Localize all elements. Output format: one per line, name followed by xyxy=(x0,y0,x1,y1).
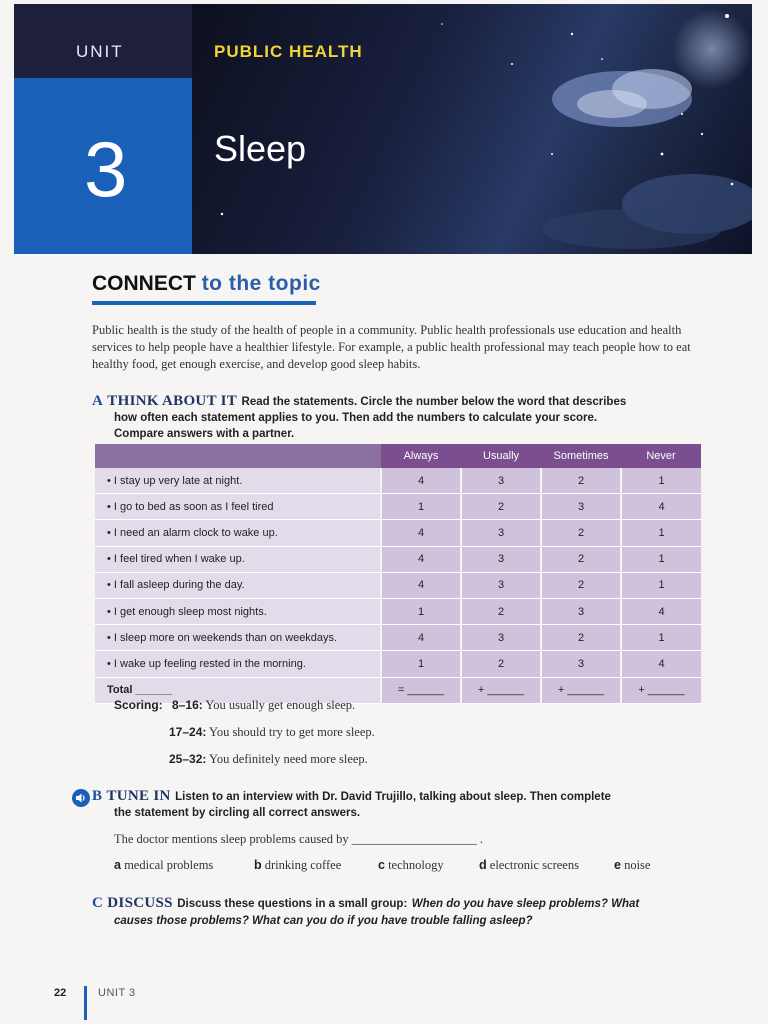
connect-heading-bold: CONNECT xyxy=(92,272,196,295)
score-cell-never[interactable]: 4 xyxy=(621,651,701,677)
answer-option-c[interactable] xyxy=(378,858,444,873)
answer-letter: c xyxy=(378,858,385,872)
intro-paragraph: Public health is the study of the health of people in a community. Public health professionals use education and health services to help people have a healthier lifestyle. For example, a public health professional may teach people how to eat healthy food, get enough exercise, and develop good sleep habits. xyxy=(92,323,691,371)
scoring-range: 25–32: xyxy=(169,752,207,766)
statement-cell: • I fall asleep during the day. xyxy=(95,572,381,598)
table-header-sometimes: Sometimes xyxy=(541,444,621,468)
score-cell-always[interactable]: 1 xyxy=(381,494,461,520)
score-cell-usually[interactable]: 2 xyxy=(461,598,541,624)
statement-cell: • I get enough sleep most nights. xyxy=(95,598,381,624)
activity-a-instruction-cont xyxy=(114,410,674,442)
score-cell-always[interactable]: 4 xyxy=(381,625,461,651)
scoring-text: You usually get enough sleep. xyxy=(205,698,356,712)
activity-b-letter: B xyxy=(92,788,103,804)
table-header-row xyxy=(95,444,701,468)
activity-c-instruction: Discuss these questions in a small group: xyxy=(177,898,408,910)
score-cell-always[interactable]: 4 xyxy=(381,546,461,572)
answer-text: drinking coffee xyxy=(264,858,342,872)
activity-c-heading xyxy=(92,894,692,930)
table-header-never: Never xyxy=(621,444,701,468)
scoring-text: You definitely need more sleep. xyxy=(209,752,368,766)
table-row xyxy=(95,546,701,572)
score-cell-always[interactable]: 1 xyxy=(381,651,461,677)
score-cell-never[interactable]: 4 xyxy=(621,494,701,520)
activity-b-instruction: Listen to an interview with Dr. David Trujillo, talking about sleep. Then complete xyxy=(175,791,611,803)
total-field-usually[interactable]: + ______ xyxy=(461,677,541,703)
subject-label: PUBLIC HEALTH xyxy=(214,42,363,61)
statement-cell: • I stay up very late at night. xyxy=(95,468,381,494)
score-cell-usually[interactable]: 2 xyxy=(461,494,541,520)
scoring-range: 8–16: xyxy=(172,698,203,712)
table-row xyxy=(95,625,701,651)
answer-text: noise xyxy=(624,858,651,872)
table-row xyxy=(95,651,701,677)
scoring-row xyxy=(169,752,368,767)
page-number: 22 xyxy=(54,987,67,999)
connect-heading xyxy=(92,272,321,296)
unit-banner xyxy=(14,4,752,254)
score-cell-sometimes[interactable]: 3 xyxy=(541,651,621,677)
total-field-always[interactable]: = ______ xyxy=(381,677,461,703)
unit-title: Sleep xyxy=(214,128,307,169)
activity-a-instruction: Read the statements. Circle the number below the word that describes xyxy=(241,396,627,408)
score-cell-always[interactable]: 4 xyxy=(381,468,461,494)
score-cell-never[interactable]: 1 xyxy=(621,625,701,651)
table-row xyxy=(95,572,701,598)
footer-divider xyxy=(84,986,87,1020)
statement-cell: • I need an alarm clock to wake up. xyxy=(95,520,381,546)
score-cell-usually[interactable]: 3 xyxy=(461,546,541,572)
score-cell-sometimes[interactable]: 2 xyxy=(541,520,621,546)
score-cell-never[interactable]: 1 xyxy=(621,468,701,494)
activity-a-heading xyxy=(92,392,682,411)
score-cell-never[interactable]: 4 xyxy=(621,598,701,624)
score-cell-never[interactable]: 1 xyxy=(621,572,701,598)
score-cell-never[interactable]: 1 xyxy=(621,546,701,572)
score-cell-never[interactable]: 1 xyxy=(621,520,701,546)
footer-unit-label: UNIT 3 xyxy=(98,987,136,999)
answer-option-d[interactable] xyxy=(479,858,579,873)
answer-text: medical problems xyxy=(124,858,214,872)
table-row xyxy=(95,598,701,624)
total-label: Total ______ xyxy=(95,677,381,703)
scoring-row xyxy=(114,698,355,713)
answer-letter: d xyxy=(479,858,487,872)
score-cell-sometimes[interactable]: 2 xyxy=(541,546,621,572)
score-cell-usually[interactable]: 2 xyxy=(461,651,541,677)
audio-play-icon[interactable] xyxy=(72,789,90,807)
activity-c-letter: C xyxy=(92,895,103,911)
activity-a-instruction-line3: Compare answers with a partner. xyxy=(114,428,295,440)
score-cell-always[interactable]: 4 xyxy=(381,520,461,546)
activity-c-title: DISCUSS xyxy=(107,895,173,911)
speaker-icon xyxy=(72,789,90,807)
score-cell-always[interactable]: 1 xyxy=(381,598,461,624)
activity-c-question-2: causes those problems? What can you do if you have trouble falling asleep? xyxy=(114,915,533,927)
answer-text: technology xyxy=(388,858,444,872)
scoring-row xyxy=(169,725,375,740)
answer-option-e[interactable] xyxy=(614,858,650,873)
table-row xyxy=(95,520,701,546)
scoring-text: You should try to get more sleep. xyxy=(209,725,375,739)
statement-cell: • I wake up feeling rested in the morning. xyxy=(95,651,381,677)
activity-a-instruction-line2: how often each statement applies to you. Then add the numbers to calculate your score. xyxy=(114,412,598,424)
score-cell-usually[interactable]: 3 xyxy=(461,572,541,598)
total-field-sometimes[interactable]: + ______ xyxy=(541,677,621,703)
scoring-range: 17–24: xyxy=(169,725,207,739)
score-cell-usually[interactable]: 3 xyxy=(461,625,541,651)
activity-a-title: THINK ABOUT IT xyxy=(107,393,238,409)
score-cell-always[interactable]: 4 xyxy=(381,572,461,598)
answer-option-a[interactable] xyxy=(114,858,213,873)
scoring-label: Scoring: xyxy=(114,698,163,712)
score-cell-sometimes[interactable]: 2 xyxy=(541,572,621,598)
activity-b-prompt: The doctor mentions sleep problems caused by ____________________ . xyxy=(114,832,484,846)
banner-top-strip xyxy=(14,4,192,78)
score-cell-usually[interactable]: 3 xyxy=(461,520,541,546)
sleep-survey-table xyxy=(95,444,701,704)
heading-underline xyxy=(92,301,316,305)
score-cell-usually[interactable]: 3 xyxy=(461,468,541,494)
score-cell-sometimes[interactable]: 3 xyxy=(541,598,621,624)
activity-b-heading xyxy=(92,788,712,821)
connect-heading-rest: to the topic xyxy=(201,272,321,295)
activity-b-instruction-line2: the statement by circling all correct answers. xyxy=(114,807,361,819)
statement-cell: • I sleep more on weekends than on weekdays. xyxy=(95,625,381,651)
table-row xyxy=(95,494,701,520)
score-cell-sometimes[interactable]: 2 xyxy=(541,625,621,651)
answer-option-b[interactable] xyxy=(254,858,341,873)
table-header-always: Always xyxy=(381,444,461,468)
answer-letter: e xyxy=(614,858,621,872)
answer-letter: b xyxy=(254,858,262,872)
activity-c-question-1: When do you have sleep problems? What xyxy=(411,898,640,910)
score-cell-sometimes[interactable]: 3 xyxy=(541,494,621,520)
table-header-usually: Usually xyxy=(461,444,541,468)
unit-label: UNIT xyxy=(76,42,124,61)
table-row xyxy=(95,468,701,494)
activity-a-letter: A xyxy=(92,393,103,409)
score-cell-sometimes[interactable]: 2 xyxy=(541,468,621,494)
answer-text: electronic screens xyxy=(489,858,579,872)
answer-letter: a xyxy=(114,858,121,872)
activity-b-title: TUNE IN xyxy=(106,788,171,804)
statement-cell: • I go to bed as soon as I feel tired xyxy=(95,494,381,520)
table-header-statement xyxy=(95,444,381,468)
unit-number: 3 xyxy=(84,125,128,213)
statement-cell: • I feel tired when I wake up. xyxy=(95,546,381,572)
total-field-never[interactable]: + ______ xyxy=(621,677,701,703)
